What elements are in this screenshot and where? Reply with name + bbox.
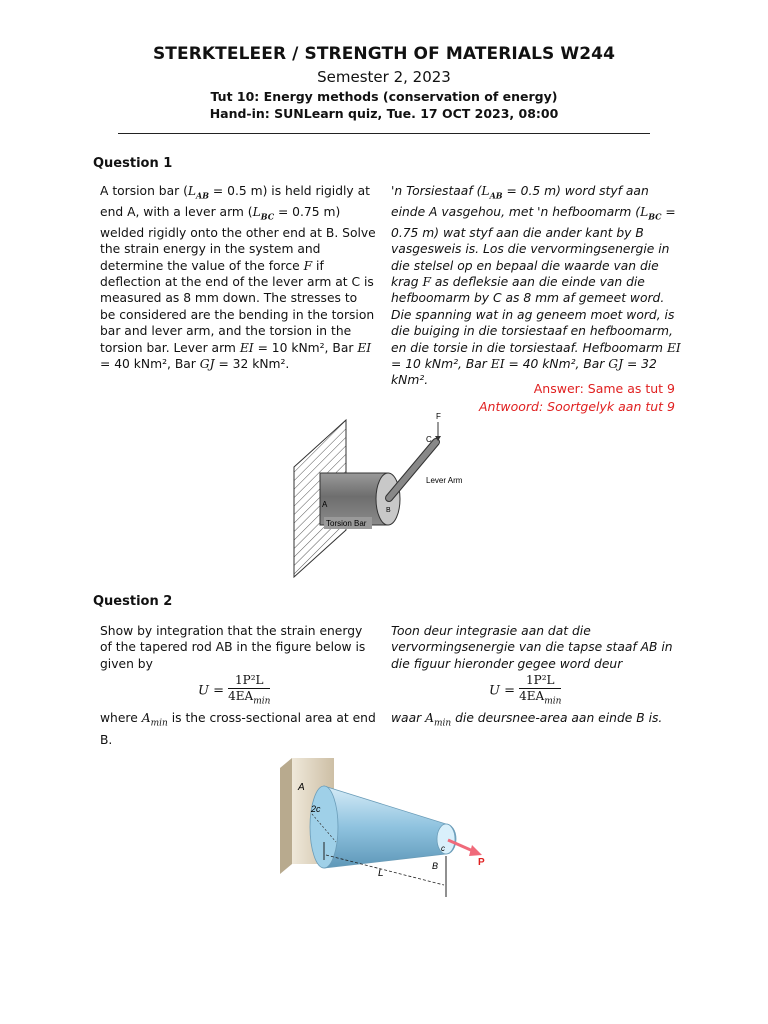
- formula-afrikaans: U = $\frac{\text{1P²L}}{4EA_{min}}$: [489, 673, 562, 707]
- support-wall-side: [280, 758, 292, 874]
- question-1-afrikaans-text: 'n Torsiestaaf ($L_{AB} = 0.5$ m) word styf aan einde A vasgehou, met 'n hefboomarm ($L_{BC} = 0.75$ m) wat styf aan die ander kant by B vasgesweis is. Los die vervormingsenergie in die stelsel op en bepaal die waarde van die krag F as defleksie aan die einde van die hefboomarm by C as 8 mm af gemeet word. Die spanning wat in ag geneem moet word, is die buiging in die torsiestaaf en hefboomarm, en die torsie in die torsiestaaf. Hefboomarm EI = 10 kNm², Bar EI = 40 kNm², Bar GJ = 32 kNm².: [391, 184, 681, 388]
- formula-english: U = $\frac{\text{1P²L}}{4EA_{min}}$: [198, 673, 271, 707]
- tapered-rod-figure: [276, 752, 506, 902]
- label-b: B: [386, 507, 391, 514]
- document-title: STERKTELEER / STRENGTH OF MATERIALS W244: [152, 44, 616, 64]
- load-arrow-head: [469, 845, 482, 856]
- question-2-english-intro: Show by integration that the strain energy of the tapered rod AB in the figure below is given by: [100, 624, 366, 671]
- question-1-heading: Question 1: [93, 156, 173, 171]
- label-2c: 2c: [311, 804, 321, 814]
- header-divider: [118, 133, 650, 134]
- label-c: C: [426, 435, 432, 444]
- lever-arm-highlight: [389, 442, 436, 498]
- tapered-rod: [324, 786, 456, 868]
- question-2-heading: Question 2: [93, 594, 173, 609]
- answer-english: Answer: Same as tut 9: [533, 381, 675, 396]
- label-c: c: [441, 844, 445, 853]
- question-2-afrikaans-intro: Toon deur integrasie aan dat die vervormingsenergie van die tapse staaf AB in die figuur hieronder gegee word deur: [391, 624, 673, 671]
- answer-afrikaans: Antwoord: Soortgelyk aan tut 9: [479, 399, 675, 414]
- question-2-afrikaans-where: waar $A_{min}$ die deursnee-area aan einde B is.: [391, 711, 663, 729]
- label-a: A: [298, 782, 305, 793]
- rod-tip-face: [437, 824, 455, 854]
- semester-line: Semester 2, 2023: [317, 68, 451, 86]
- label-f: F: [436, 412, 441, 421]
- torsion-bar-figure: [286, 412, 486, 582]
- label-a: A: [322, 500, 328, 509]
- label-p: P: [478, 857, 485, 868]
- handin-line: Hand-in: SUNLearn quiz, Tue. 17 OCT 2023, 08:00: [209, 106, 559, 121]
- question-1-english-text: A torsion bar ($L_{AB} = 0.5$ m) is held rigidly at end A, with a lever arm ($L_{BC} = 0.75$ m) welded rigidly onto the other end at B. Solve the strain energy in the system and determine the value of the force F if deflection at the end of the lever arm at C is measured as 8 mm down. The stresses to be considered are the bending in the torsion bar and lever arm, and the torsion in the torsion bar. Lever arm EI = 10 kNm², Bar EI = 40 kNm², Bar GJ = 32 kNm².: [100, 184, 376, 371]
- label-lever-arm: Lever Arm: [426, 476, 463, 485]
- label-l: L: [378, 868, 384, 879]
- question-2-english-where: where $A_{min}$ is the cross-sectional area at end B.: [100, 711, 376, 747]
- label-torsion-bar: Torsion Bar: [326, 519, 367, 528]
- tutorial-line: Tut 10: Energy methods (conservation of energy): [210, 89, 558, 104]
- label-b: B: [432, 861, 439, 871]
